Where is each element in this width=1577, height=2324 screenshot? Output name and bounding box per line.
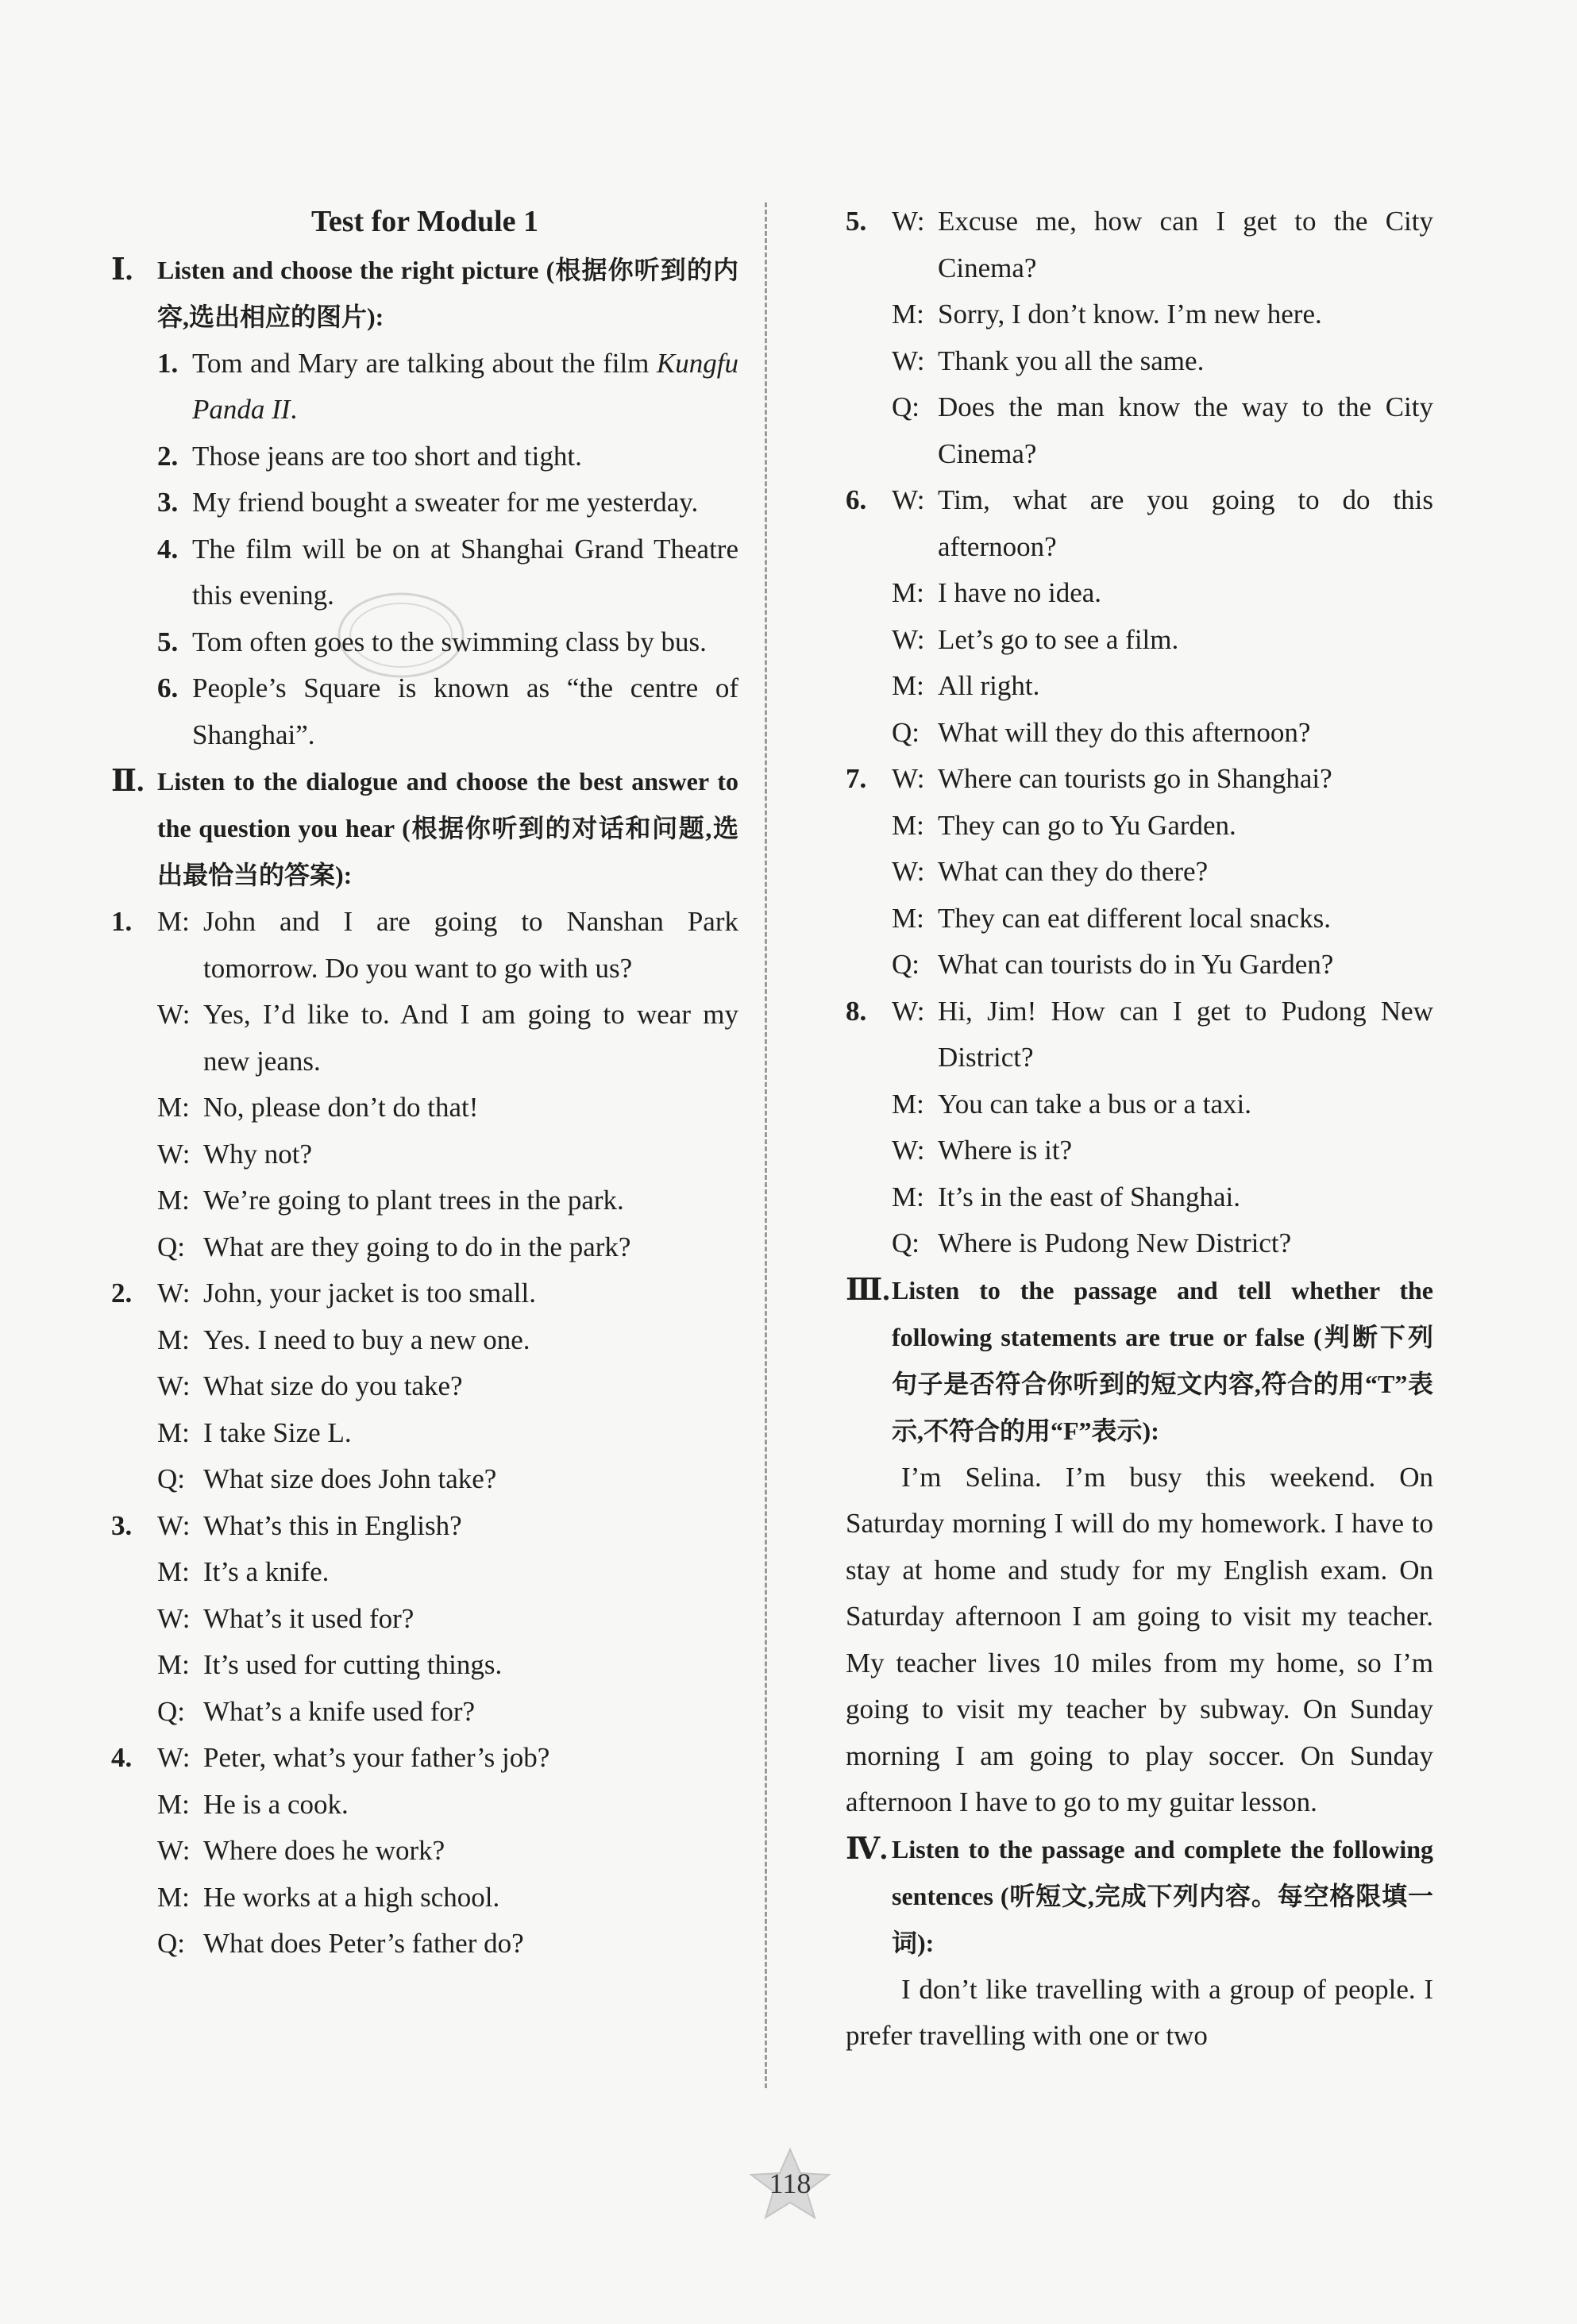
dialogue-line	[111, 1131, 738, 1178]
dialogue-line	[846, 338, 1433, 385]
page-number: 118	[769, 2168, 812, 2199]
dialogue-text: John and I are going to Nanshan Park tomorrow. Do you want to go with us?	[203, 906, 738, 984]
speaker-label: M:	[892, 902, 924, 934]
dialogue-line	[846, 291, 1433, 338]
film-title: Kungfu Panda II	[192, 347, 738, 425]
dialogue-5	[846, 198, 1433, 477]
item-number: 4.	[157, 533, 179, 565]
dialogue-line	[111, 1085, 738, 1131]
speaker-label: Q:	[157, 1463, 185, 1494]
dialogue-6	[846, 477, 1433, 756]
section-numeral: Ⅳ.	[846, 1832, 888, 1866]
dialogue-line	[111, 1270, 738, 1317]
dialogue-text: It’s a knife.	[203, 1556, 330, 1587]
speaker-label: Q:	[892, 949, 920, 980]
item-number: 2.	[157, 440, 179, 472]
dialogue-line	[846, 477, 1433, 570]
section-instruction: Listen to the passage and tell whether the following statements are true or false (判断下列句子是否符合你听到的短文内容,符合的用“T”表示,不符合的用“F”表示):	[892, 1275, 1433, 1445]
item-text: People’s Square is known as “the centre of Shanghai”.	[192, 673, 738, 750]
right-column	[846, 198, 1433, 2060]
dialogue-text: What can they do there?	[938, 856, 1209, 887]
dialogue-text: Yes, I’d like to. And I am going to wear my new jeans.	[203, 999, 738, 1077]
item-number: 8.	[846, 995, 867, 1027]
item-number: 3.	[111, 1509, 133, 1541]
dialogue-text: What are they going to do in the park?	[203, 1231, 631, 1262]
dialogue-text: They can go to Yu Garden.	[938, 809, 1236, 841]
dialogue-1	[111, 899, 738, 1270]
column-divider	[765, 202, 767, 2088]
dialogue-text: Excuse me, how can I get to the City Cinema?	[938, 206, 1433, 283]
dialogue-text: Let’s go to see a film.	[938, 623, 1179, 655]
speaker-label: W:	[157, 1370, 191, 1401]
dialogue-text: What can tourists do in Yu Garden?	[938, 949, 1334, 980]
dialogue-text: What does Peter’s father do?	[203, 1928, 524, 1959]
dialogue-line	[111, 1642, 738, 1689]
dialogue-text: Where does he work?	[203, 1835, 445, 1866]
dialogue-text: What’s it used for?	[203, 1602, 414, 1634]
section-1-heading	[111, 247, 738, 341]
page-title: Test for Module 1	[310, 205, 539, 238]
dialogue-line	[111, 1224, 738, 1271]
dialogue-line	[111, 1735, 738, 1782]
dialogue-3	[111, 1503, 738, 1736]
dialogue-text: Sorry, I don’t know. I’m new here.	[938, 299, 1322, 330]
speaker-label: Q:	[157, 1695, 185, 1727]
dialogue-text: What’s this in English?	[203, 1509, 462, 1541]
dialogue-line	[846, 803, 1433, 850]
dialogue-line	[111, 1177, 738, 1224]
item-number: 6.	[157, 673, 179, 703]
dialogue-text: What size do you take?	[203, 1370, 463, 1401]
dialogue-2	[111, 1270, 738, 1503]
dialogue-line	[111, 1456, 738, 1503]
dialogue-text: Where is it?	[938, 1135, 1073, 1166]
speaker-label: Q:	[892, 1228, 920, 1258]
speaker-label: M:	[157, 1649, 190, 1680]
speaker-label: M:	[157, 1881, 190, 1913]
dialogue-text: No, please don’t do that!	[203, 1092, 479, 1123]
speaker-label: W:	[157, 1602, 191, 1634]
speaker-label: Q:	[892, 391, 920, 422]
list-item	[111, 526, 738, 619]
speaker-label: M:	[892, 670, 924, 701]
item-number: 2.	[111, 1278, 133, 1308]
dialogue-8	[846, 989, 1433, 1267]
dialogue-line	[846, 570, 1433, 617]
list-item	[111, 619, 738, 666]
dialogue-text: Why not?	[203, 1138, 313, 1170]
list-item	[111, 341, 738, 434]
section-numeral: Ⅰ.	[111, 252, 133, 287]
dialogue-text: What’s a knife used for?	[203, 1695, 476, 1727]
speaker-label: M:	[157, 1416, 190, 1448]
dialogue-text: Where can tourists go in Shanghai?	[938, 763, 1332, 794]
section-instruction: Listen to the passage and complete the following sentences (听短文,完成下列内容。每空格限填一词):	[892, 1834, 1433, 1957]
dialogue-line	[111, 1596, 738, 1643]
speaker-label: W:	[892, 484, 925, 515]
dialogue-line	[111, 1363, 738, 1410]
section-3-heading	[846, 1267, 1433, 1455]
dialogue-4	[111, 1735, 738, 1967]
dialogue-text: Hi, Jim! How can I get to Pudong New District?	[938, 995, 1433, 1073]
item-text: The film will be on at Shanghai Grand Theatre this evening.	[192, 533, 738, 611]
dialogue-line	[111, 1689, 738, 1736]
speaker-label: W:	[892, 1135, 925, 1166]
speaker-label: Q:	[892, 716, 920, 748]
speaker-label: Q:	[157, 1928, 185, 1959]
item-number: 7.	[846, 763, 867, 794]
speaker-label: M:	[157, 1324, 190, 1355]
dialogue-line	[111, 992, 738, 1085]
section-numeral: Ⅱ.	[111, 765, 145, 798]
passage-text: I’m Selina. I’m busy this weekend. On Saturday morning I will do my homework. I have to stay at home and study for my English exam. On Saturday afternoon I am going to visit my teacher. My teacher lives 10 miles from my home, so I’m going to visit my teacher by subway. On Sunday morning I am going to play soccer. On Sunday afternoon I have to go to my guitar lesson.	[846, 1461, 1433, 1817]
item-number: 3.	[157, 487, 179, 518]
speaker-label: M:	[157, 906, 190, 937]
speaker-label: M:	[892, 1181, 924, 1212]
dialogue-line	[111, 1828, 738, 1875]
dialogue-line	[111, 1317, 738, 1364]
speaker-label: W:	[892, 206, 925, 237]
speaker-label: W:	[157, 1835, 191, 1866]
dialogue-line	[846, 989, 1433, 1081]
section-numeral: Ⅲ.	[846, 1273, 890, 1307]
dialogue-text: We’re going to plant trees in the park.	[203, 1185, 624, 1216]
speaker-label: M:	[892, 809, 924, 841]
item-text: Those jeans are too short and tight.	[192, 440, 582, 472]
dialogue-text: You can take a bus or a taxi.	[938, 1088, 1251, 1120]
speaker-label: W:	[157, 1742, 191, 1773]
speaker-label: W:	[892, 995, 925, 1027]
speaker-label: M:	[157, 1092, 190, 1123]
dialogue-line	[846, 1081, 1433, 1128]
speaker-label: W:	[892, 763, 925, 794]
item-text	[192, 341, 738, 434]
dialogue-line	[846, 384, 1433, 477]
dialogue-line	[111, 1782, 738, 1829]
dialogue-text: Does the man know the way to the City Cinema?	[938, 391, 1433, 469]
page-number-badge	[746, 2148, 834, 2219]
dialogue-text: Where is Pudong New District?	[938, 1228, 1292, 1258]
speaker-label: W:	[157, 999, 191, 1030]
dialogue-text: They can eat different local snacks.	[938, 902, 1331, 934]
dialogue-line	[846, 849, 1433, 896]
section-2-heading	[111, 758, 738, 899]
dialogue-text: Tim, what are you going to do this afternoon?	[938, 484, 1433, 562]
passage-text: I don’t like travelling with a group of people. I prefer travelling with one or two	[846, 1973, 1433, 2051]
speaker-label: M:	[157, 1556, 190, 1587]
dialogue-text: Yes. I need to buy a new one.	[203, 1324, 530, 1355]
dialogue-text: Thank you all the same.	[938, 345, 1205, 376]
speaker-label: W:	[157, 1509, 191, 1541]
item-text-pre: Tom and Mary are talking about the film	[192, 347, 657, 379]
dialogue-line	[846, 198, 1433, 291]
speaker-label: W:	[157, 1278, 191, 1308]
dialogue-text: It’s used for cutting things.	[203, 1649, 503, 1680]
dialogue-text: He works at a high school.	[203, 1881, 500, 1913]
dialogue-line	[846, 617, 1433, 664]
dialogue-text: What size does John take?	[203, 1463, 497, 1494]
dialogue-text: What will they do this afternoon?	[938, 716, 1311, 748]
dialogue-text: All right.	[938, 670, 1040, 701]
speaker-label: W:	[892, 623, 925, 655]
dialogue-text: It’s in the east of Shanghai.	[938, 1181, 1241, 1212]
dialogue-line	[111, 1549, 738, 1596]
dialogue-line	[846, 756, 1433, 803]
dialogue-7	[846, 756, 1433, 989]
list-item	[111, 434, 738, 480]
list-item	[111, 665, 738, 758]
dialogue-line	[846, 942, 1433, 989]
dialogue-line	[846, 1127, 1433, 1174]
list-item	[111, 480, 738, 526]
item-number: 5.	[157, 626, 179, 657]
speaker-label: W:	[157, 1138, 191, 1170]
speaker-label: M:	[892, 1088, 924, 1120]
speaker-label: W:	[892, 345, 925, 376]
speaker-label: M:	[157, 1185, 190, 1216]
section-instruction: Listen and choose the right picture (根据你听到的内容,选出相应的图片):	[157, 255, 738, 331]
speaker-label: Q:	[157, 1231, 185, 1262]
dialogue-line	[846, 710, 1433, 757]
dialogue-line	[111, 1875, 738, 1921]
dialogue-line	[846, 663, 1433, 710]
item-number: 1.	[157, 347, 179, 379]
dialogue-text: John, your jacket is too small.	[203, 1278, 536, 1308]
speaker-label: M:	[157, 1788, 190, 1820]
item-number: 5.	[846, 206, 867, 237]
section-4-heading	[846, 1826, 1433, 1967]
item-text: Tom often goes to the swimming class by bus.	[192, 626, 707, 657]
speaker-label: M:	[892, 299, 924, 330]
item-number: 4.	[111, 1742, 133, 1773]
dialogue-line	[111, 1410, 738, 1457]
dialogue-line	[111, 1503, 738, 1550]
dialogue-line	[846, 1174, 1433, 1221]
speaker-label: M:	[892, 577, 924, 608]
dialogue-text: I have no idea.	[938, 577, 1102, 608]
dialogue-line	[846, 1220, 1433, 1267]
section-instruction: Listen to the dialogue and choose the best answer to the question you hear (根据你听到的对话和问题,选出最恰当的答案):	[157, 767, 738, 889]
item-text: My friend bought a sweater for me yesterday.	[192, 487, 699, 518]
item-number: 1.	[111, 906, 133, 937]
dialogue-line	[846, 896, 1433, 942]
dialogue-text: I take Size L.	[203, 1416, 352, 1448]
dialogue-text: He is a cook.	[203, 1788, 349, 1820]
dialogue-text: Peter, what’s your father’s job?	[203, 1742, 550, 1773]
speaker-label: W:	[892, 856, 925, 887]
item-text-post: .	[290, 394, 298, 425]
dialogue-line	[111, 1921, 738, 1967]
left-column	[111, 198, 738, 1967]
item-number: 6.	[846, 484, 867, 515]
dialogue-line	[111, 899, 738, 992]
